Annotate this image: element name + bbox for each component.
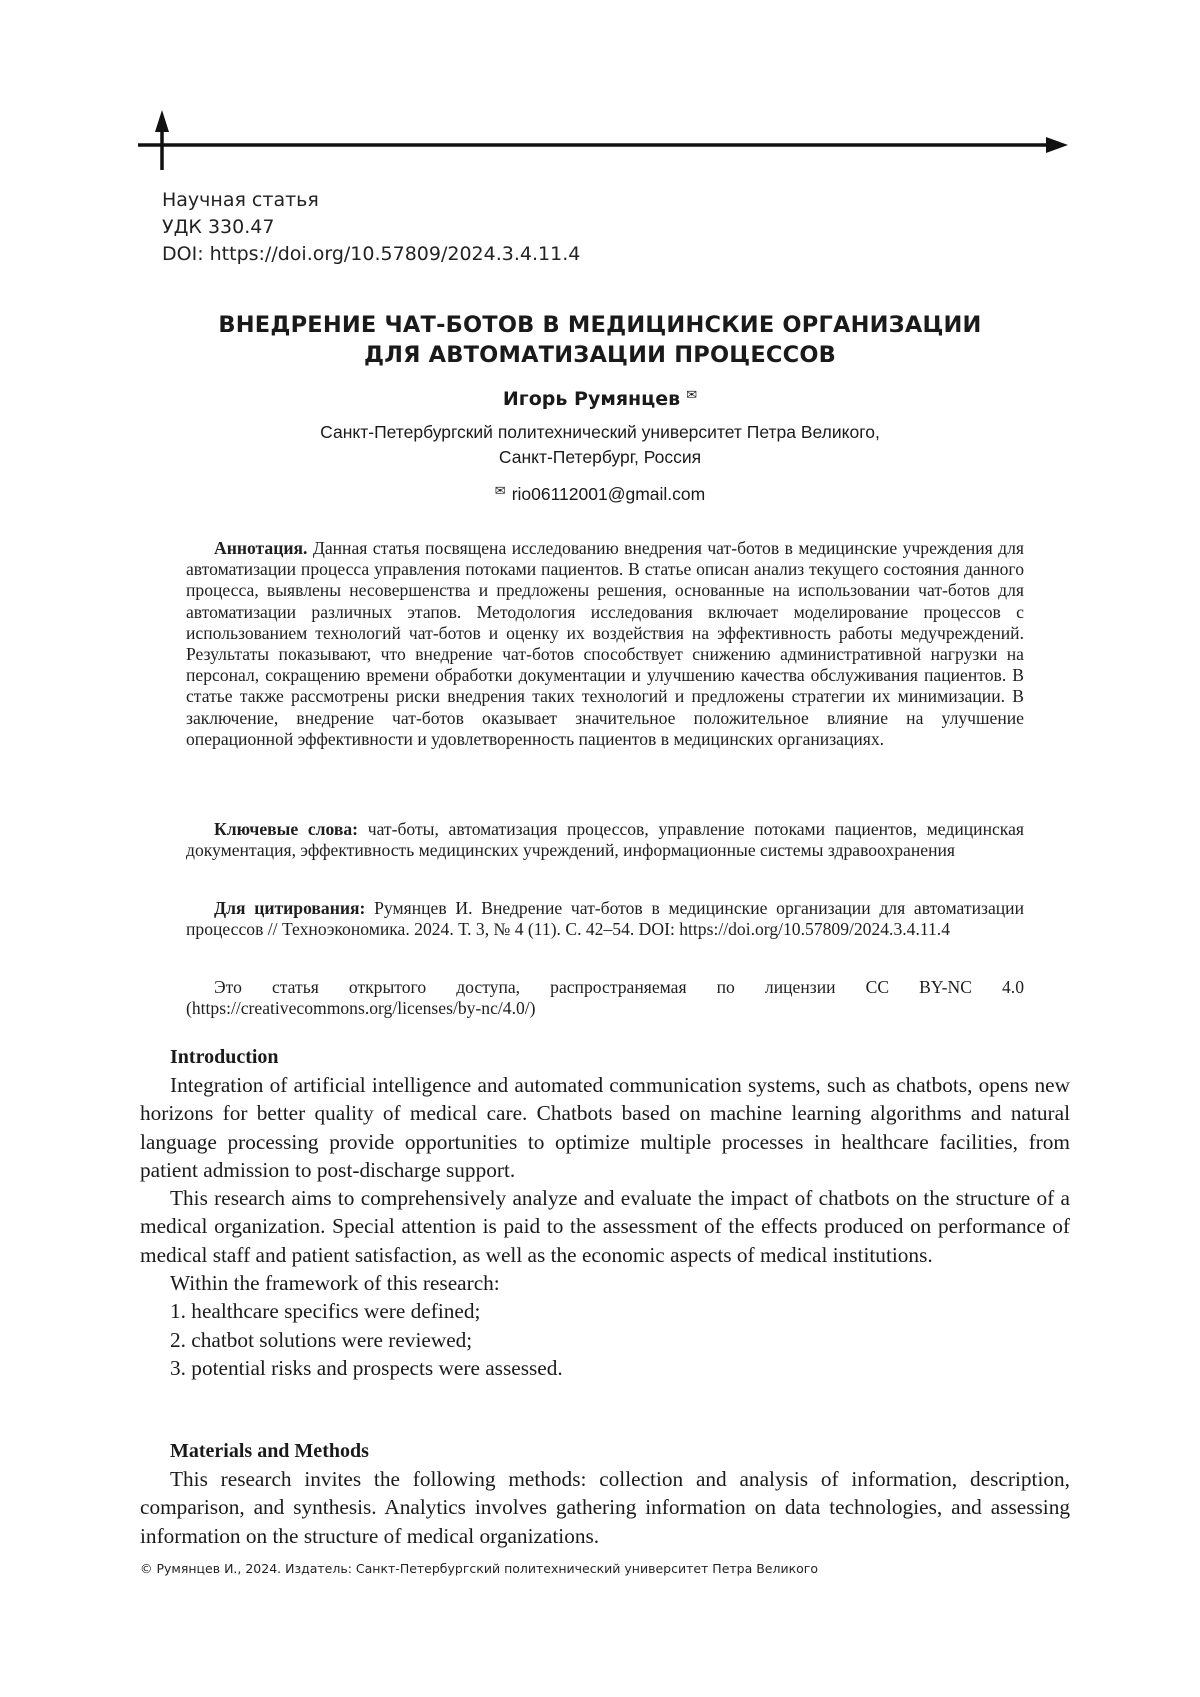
author-name: Игорь Румянцев bbox=[502, 388, 681, 410]
keywords bbox=[186, 819, 1024, 861]
keywords-label: Ключевые слова: bbox=[214, 819, 359, 839]
title-line-2: ДЛЯ АВТОМАТИЗАЦИИ ПРОЦЕССОВ bbox=[363, 342, 837, 368]
license-note bbox=[186, 977, 1024, 1019]
affiliation-line-1: Санкт-Петербургский политехнический университет Петра Великого, bbox=[320, 422, 880, 442]
article-meta bbox=[162, 187, 580, 268]
methods-paragraph-1: This research invites the following methods: collection and analysis of information, description, comparison, and synthesis. Analytics involves gathering information on data technologies, and assessing information on the structure of medical organizations. bbox=[140, 1467, 1070, 1548]
citation-label: Для цитирования: bbox=[214, 898, 366, 918]
abstract-text: Данная статья посвящена исследованию внедрения чат-ботов в медицинские учреждения для автоматизации процесса управления потоками пациентов. В статье описан анализ текущего состояния данного процесса, выявлены несовершенства и предложены решения, основанные на использовании чат-ботов для автоматизации различных этапов. Методология исследования включает моделирование процессов с использованием технологий чат-ботов и оценку их воздействия на эффективность работы медучреждений. Результаты показывают, что внедрение чат-ботов способствует снижению административной нагрузки на персонал, сокращению времени обработки документации и улучшению качества обслуживания пациентов. В статье также рассмотрены риски внедрения таких технологий и предложены стратегии их минимизации. В заключение, внедрение чат-ботов оказывает значительное положительное влияние на улучшение операционной эффективности и удовлетворенность пациентов в медицинских организациях. bbox=[186, 538, 1024, 749]
introduction-paragraph-1: Integration of artificial intelligence and automated communication systems, such as chatbots, opens new horizons for better quality of medical care. Chatbots based on machine learning algorithms and natural language processing provide opportunities to optimize multiple processes in healthcare facilities, from patient admission to post-discharge support. bbox=[140, 1073, 1070, 1182]
introduction-paragraph-2: This research aims to comprehensively analyze and evaluate the impact of chatbots on the structure of a medical organization. Special attention is paid to the assessment of the effects produced on performance of medical staff and patient satisfaction, as well as the economic aspects of medical institutions. bbox=[140, 1186, 1070, 1267]
article-type: Научная статья bbox=[162, 189, 319, 211]
title-line-1: ВНЕДРЕНИЕ ЧАТ-БОТОВ В МЕДИЦИНСКИЕ ОРГАНИЗАЦИИ bbox=[218, 312, 982, 338]
vertical-arrowhead-icon bbox=[155, 110, 169, 132]
envelope-icon: ✉ bbox=[686, 388, 698, 403]
email-block bbox=[100, 478, 1100, 507]
list-item: 3. potential risks and prospects were assessed. bbox=[170, 1355, 563, 1380]
abstract bbox=[186, 538, 1024, 750]
introduction-heading: Introduction bbox=[170, 1046, 279, 1068]
citation-text: Румянцев И. Внедрение чат-ботов в медицинские организации для автоматизации процессов // Техноэкономика. 2024. Т. 3, № 4 (11). С. 42–54. DOI: https://doi.org/10.57809/2024.3.4.11.4 bbox=[186, 898, 1024, 940]
article-title bbox=[100, 310, 1100, 370]
methods-section bbox=[140, 1437, 1070, 1550]
license-text: Это статья открытого доступа, распространяемая по лицензии CC BY-NC 4.0 (https://creativecommons.org/licenses/by-nc/4.0/) bbox=[186, 977, 1024, 1019]
horizontal-arrowhead-icon bbox=[1046, 137, 1068, 153]
keywords-text: чат-боты, автоматизация процессов, управление потоками пациентов, медицинская документация, эффективность медицинских учреждений, информационные системы здравоохранения bbox=[186, 819, 1024, 861]
list-item: 2. chatbot solutions were reviewed; bbox=[170, 1327, 473, 1352]
envelope-icon: ✉ bbox=[494, 483, 506, 498]
author-block bbox=[100, 383, 1100, 412]
udc-code: УДК 330.47 bbox=[162, 216, 275, 238]
affiliation bbox=[100, 420, 1100, 470]
introduction-section bbox=[140, 1043, 1070, 1382]
axes-header-graphic bbox=[0, 0, 1200, 180]
copyright-footer: © Румянцев И., 2024. Издатель: Санкт-Петербургский политехнический университет Петра Великого bbox=[140, 1561, 819, 1576]
affiliation-line-2: Санкт-Петербург, Россия bbox=[498, 447, 702, 467]
abstract-label: Аннотация. bbox=[214, 538, 308, 558]
introduction-paragraph-3: Within the framework of this research: bbox=[170, 1271, 500, 1296]
citation bbox=[186, 898, 1024, 940]
doi-link[interactable]: DOI: https://doi.org/10.57809/2024.3.4.11.4 bbox=[162, 243, 581, 265]
methods-heading: Materials and Methods bbox=[170, 1440, 369, 1462]
email-link[interactable]: rio06112001@gmail.com bbox=[511, 484, 706, 504]
list-item: 1. healthcare specifics were defined; bbox=[170, 1299, 481, 1324]
